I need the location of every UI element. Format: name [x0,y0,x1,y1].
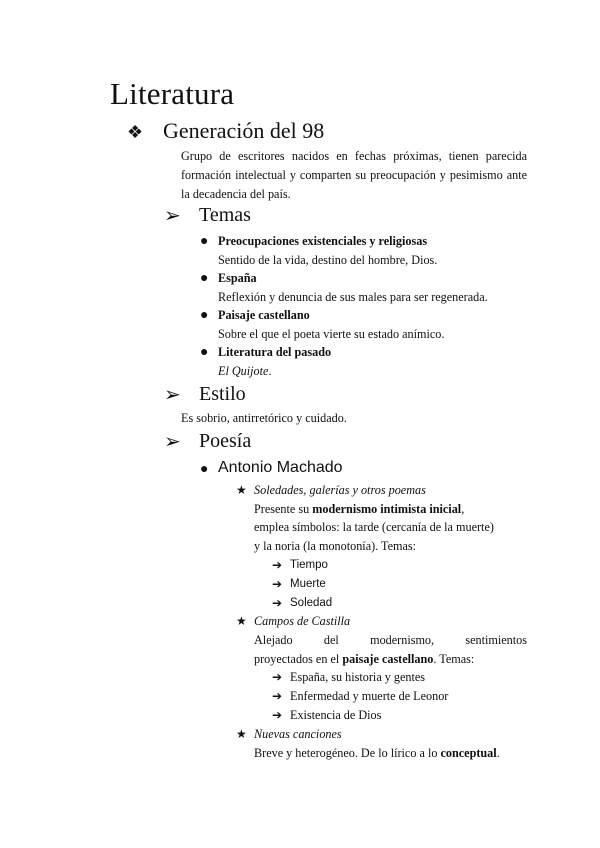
diamond-bullet-icon: ❖ [127,122,144,142]
work-desc: proyectados en el paisaje castellano. Temas: [254,652,475,666]
arrow-bullet-icon: ➢ [164,205,181,227]
temas-heading: Temas [199,204,251,226]
work-desc: Presente su modernismo intimista inicial, [254,502,465,516]
arrow-bullet-icon: ➢ [164,384,181,406]
page-title: Literatura [110,76,235,111]
arrow-right-icon: ➔ [272,596,283,610]
theme-item: Existencia de Dios [290,708,382,722]
theme-item: Enfermedad y muerte de Leonor [290,689,449,703]
author-name: Antonio Machado [218,459,343,476]
bullet-icon: ● [200,308,209,323]
star-bullet-icon: ★ [236,483,247,497]
arrow-right-icon: ➔ [272,670,283,684]
work-title: Nuevas canciones [254,727,342,741]
tema-label: Paisaje castellano [218,308,310,322]
work-desc: y la noria (la monotonía). Temas: [254,539,417,553]
theme-item: Soledad [290,597,333,609]
tema-text: Sobre el que el poeta vierte su estado anímico. [218,327,445,341]
tema-label: Preocupaciones existenciales y religiosas [218,234,428,248]
tema-label: Literatura del pasado [218,345,332,359]
bullet-icon: ● [200,345,209,360]
theme-item: Muerte [290,578,326,590]
tema-text: Sentido de la vida, destino del hombre, Dios. [218,253,438,267]
section-intro: Grupo de escritores nacidos en fechas próximas, tienen parecida formación intelectual y comparten su preocupación y pesimismo ante la decadencia del país. [181,149,527,201]
work-desc: Alejado del modernismo, sentimientos [254,633,527,647]
theme-item: Tiempo [290,559,328,571]
bullet-icon: ● [200,462,209,477]
arrow-bullet-icon: ➢ [164,431,181,453]
tema-text: Reflexión y denuncia de sus males para ser regenerada. [218,290,488,304]
star-bullet-icon: ★ [236,727,247,741]
tema-label: España [218,271,257,285]
section-heading: Generación del 98 [163,118,325,143]
work-desc: Breve y heterogéneo. De lo lírico a lo conceptual. [254,746,500,760]
arrow-right-icon: ➔ [272,708,283,722]
work-title: Campos de Castilla [254,614,351,628]
bullet-icon: ● [200,234,209,249]
star-bullet-icon: ★ [236,614,247,628]
tema-text: El Quijote. [218,364,272,378]
poesia-heading: Poesía [199,430,252,452]
estilo-text: Es sobrio, antirretórico y cuidado. [181,411,347,425]
arrow-right-icon: ➔ [272,577,283,591]
estilo-heading: Estilo [199,383,246,405]
work-desc: emplea símbolos: la tarde (cercanía de la muerte) [254,520,494,534]
arrow-right-icon: ➔ [272,558,283,572]
work-title: Soledades, galerías y otros poemas [254,483,426,497]
theme-item: España, su historia y gentes [290,670,426,684]
bullet-icon: ● [200,271,209,286]
work-title: El Quijote [218,364,269,378]
arrow-right-icon: ➔ [272,689,283,703]
